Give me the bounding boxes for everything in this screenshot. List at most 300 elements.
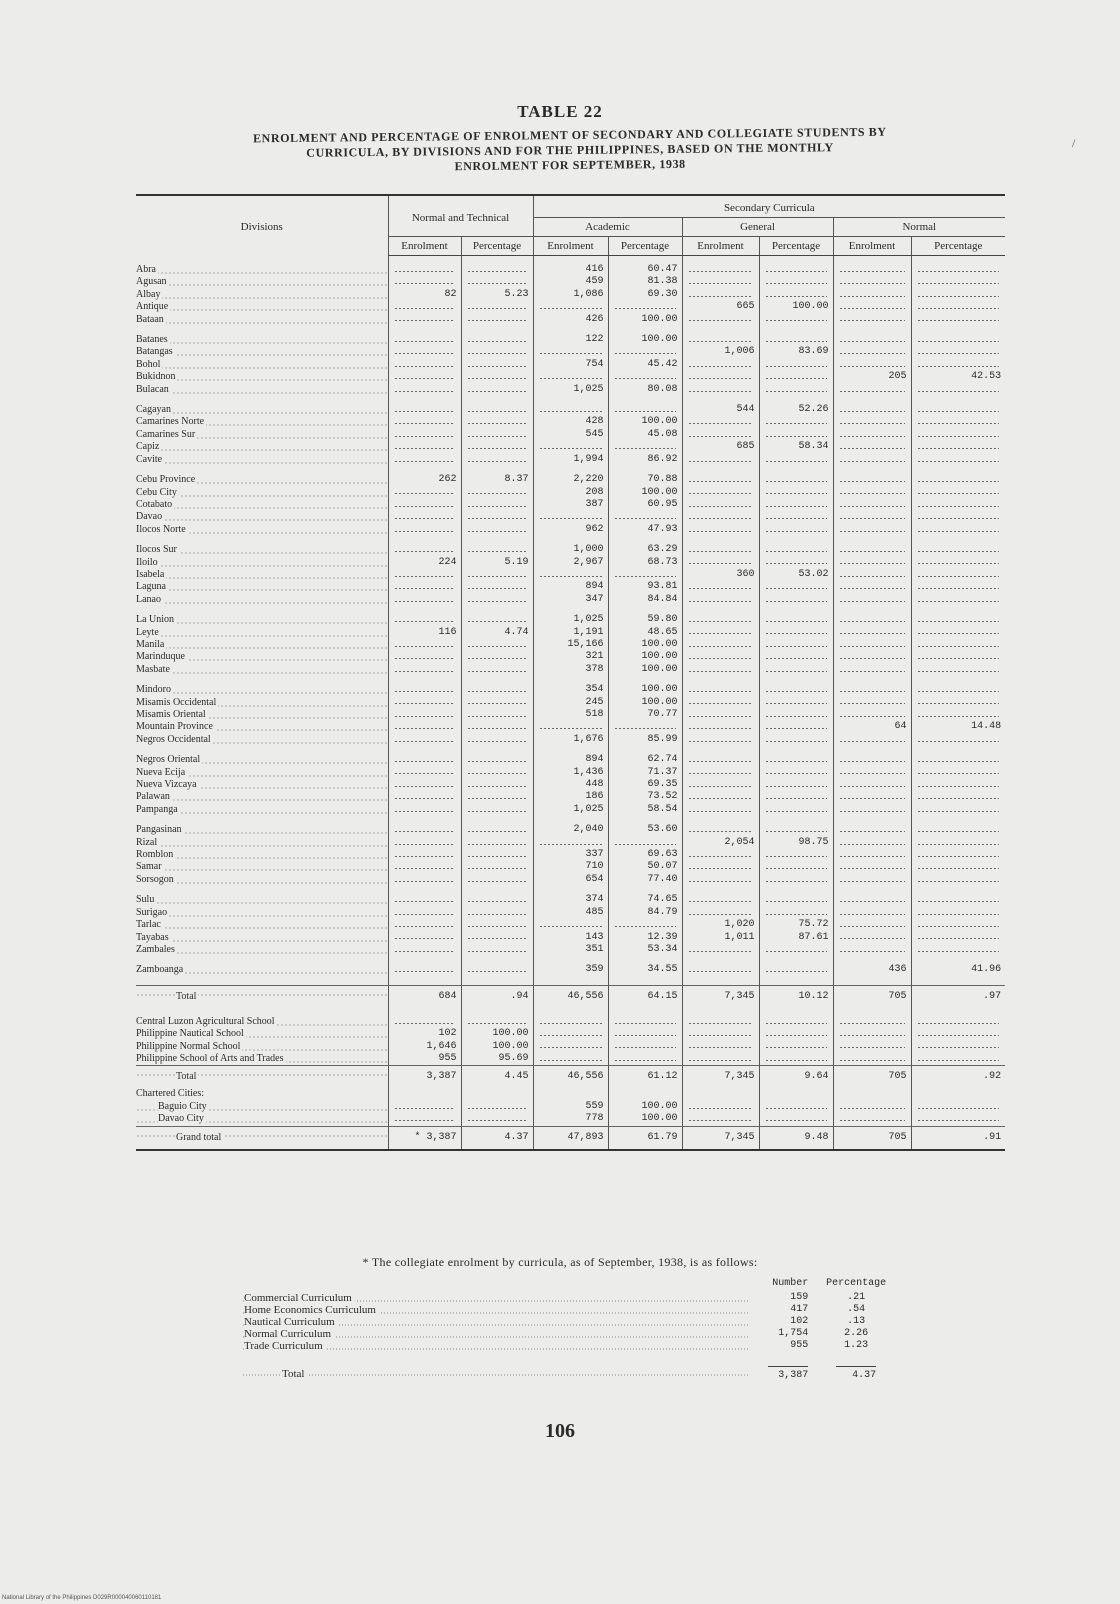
division-label: Masbate (136, 663, 170, 675)
table-row (136, 874, 1005, 886)
division-name (136, 964, 388, 976)
spacer-row (136, 816, 1005, 824)
empty-cell (388, 964, 461, 976)
enrolment-cell: 82 (388, 289, 461, 301)
table-row (136, 404, 1005, 416)
empty-cell (682, 907, 759, 919)
division-label: Camarines Sur (136, 428, 196, 440)
percentage-cell: 45.42 (608, 359, 682, 371)
enrolment-cell: 685 (682, 441, 759, 453)
empty-cell (759, 581, 833, 593)
empty-cell (682, 721, 759, 733)
table-row (136, 301, 1005, 313)
curriculum-number: 1,754 (778, 1328, 809, 1339)
enrolment-cell: 894 (533, 581, 608, 593)
division-name (136, 1113, 388, 1126)
empty-cell (388, 824, 461, 836)
division-label: Nueva Ecija (136, 766, 186, 778)
empty-cell (682, 359, 759, 371)
enrolment-cell: 485 (533, 907, 608, 919)
division-name (136, 557, 388, 569)
empty-cell (608, 511, 682, 523)
division-label: Sulu (136, 894, 155, 906)
curriculum-number: 955 (790, 1340, 809, 1351)
table-header (136, 195, 1005, 256)
empty-cell (759, 664, 833, 676)
division-label: Isabela (136, 568, 165, 580)
division-label: Batangas (136, 346, 173, 358)
division-label: Samar (136, 861, 162, 873)
table-row (136, 1101, 1005, 1113)
division-name (136, 767, 388, 779)
empty-cell (911, 581, 1005, 593)
division-label: Ilocos Norte (136, 523, 186, 535)
enrolment-cell: 426 (533, 314, 608, 326)
curriculum-label: Commercial Curriculum (244, 1292, 356, 1304)
enrolment-cell: 448 (533, 779, 608, 791)
table-row (136, 684, 1005, 696)
table-row (136, 964, 1005, 976)
empty-cell (388, 454, 461, 466)
normal-technical-header: Normal and Technical (388, 195, 533, 237)
table-row (136, 791, 1005, 803)
empty-cell (461, 1113, 533, 1126)
curriculum-number: 159 (790, 1292, 809, 1303)
empty-cell (759, 416, 833, 428)
empty-cell (388, 416, 461, 428)
empty-cell (461, 404, 533, 416)
enrolment-cell: 559 (533, 1101, 608, 1113)
division-name (136, 416, 388, 428)
division-name (136, 944, 388, 956)
empty-cell (759, 276, 833, 288)
empty-cell (911, 767, 1005, 779)
percentage-cell: 9.64 (759, 1066, 833, 1089)
empty-cell (759, 371, 833, 383)
empty-cell (759, 651, 833, 663)
empty-cell (682, 824, 759, 836)
empty-cell (759, 894, 833, 906)
enrolment-cell: 955 (388, 1053, 461, 1066)
division-name (136, 569, 388, 581)
empty-cell (682, 264, 759, 276)
empty-cell (833, 1028, 911, 1040)
table-row (136, 837, 1005, 849)
percentage-cell: 10.12 (759, 985, 833, 1008)
division-label: Cebu City (136, 486, 177, 498)
enrolment-cell: 1,025 (533, 614, 608, 626)
division-label: Tayabas (136, 931, 169, 943)
curriculum-percentage: .13 (847, 1316, 866, 1327)
empty-cell (911, 1101, 1005, 1113)
empty-cell (759, 1041, 833, 1053)
enrolment-cell: 754 (533, 359, 608, 371)
enrolment-cell: 1,676 (533, 734, 608, 746)
empty-cell (759, 289, 833, 301)
empty-cell (461, 791, 533, 803)
empty-cell (388, 1016, 461, 1028)
empty-cell (682, 874, 759, 886)
percentage-cell: 84.84 (608, 594, 682, 606)
footnote-header-row (242, 1278, 902, 1292)
percentage-cell: 41.96 (911, 964, 1005, 976)
empty-cell (911, 569, 1005, 581)
subtitle-line: ENROLMENT FOR SEPTEMBER, 1938 (454, 156, 686, 174)
general-header: General (682, 218, 833, 237)
empty-cell (461, 569, 533, 581)
percentage-cell: 58.34 (759, 441, 833, 453)
spacer-row (136, 886, 1005, 894)
division-name (136, 791, 388, 803)
empty-cell (461, 614, 533, 626)
percentage-cell: 100.00 (461, 1041, 533, 1053)
table-row (136, 734, 1005, 746)
empty-cell (682, 849, 759, 861)
empty-cell (388, 919, 461, 931)
footnote-total-row (242, 1352, 902, 1382)
empty-cell (461, 849, 533, 861)
enrolment-cell: 1,994 (533, 454, 608, 466)
enrolment-cell: 387 (533, 499, 608, 511)
enrolment-cell: 321 (533, 651, 608, 663)
empty-cell (682, 474, 759, 486)
percentage-cell: .91 (911, 1126, 1005, 1150)
percentage-cell: 63.29 (608, 544, 682, 556)
percentage-cell: 80.08 (608, 384, 682, 396)
division-name (136, 334, 388, 346)
percentage-cell: 69.35 (608, 779, 682, 791)
division-label: Philippine School of Arts and Trades (136, 1052, 284, 1064)
enrolment-cell: 359 (533, 964, 608, 976)
empty-cell (911, 779, 1005, 791)
table-row (136, 779, 1005, 791)
empty-cell (833, 544, 911, 556)
spacer-row (136, 256, 1005, 265)
table-row (136, 1066, 1005, 1089)
table-row (136, 697, 1005, 709)
empty-cell (608, 837, 682, 849)
percentage-cell: 100.00 (608, 651, 682, 663)
empty-cell (682, 581, 759, 593)
empty-cell (533, 569, 608, 581)
division-name (136, 384, 388, 396)
division-name (136, 454, 388, 466)
table-row (136, 334, 1005, 346)
division-label: Palawan (136, 791, 170, 803)
division-name (136, 837, 388, 849)
percentage-cell: 100.00 (608, 1101, 682, 1113)
curriculum-percentage: .21 (847, 1292, 866, 1303)
empty-cell (388, 301, 461, 313)
division-label: Cavite (136, 453, 163, 465)
empty-cell (682, 511, 759, 523)
subtitle-line: CURRICULA, BY DIVISIONS AND FOR THE PHILIPPINES, BASED ON THE MONTHLY (306, 140, 834, 160)
empty-cell (388, 861, 461, 873)
empty-cell (388, 684, 461, 696)
empty-cell (911, 474, 1005, 486)
empty-cell (461, 359, 533, 371)
empty-cell (461, 454, 533, 466)
percentage-cell: 100.00 (608, 1113, 682, 1126)
table-row (136, 454, 1005, 466)
empty-cell (682, 651, 759, 663)
percentage-cell: 53.60 (608, 824, 682, 836)
spacer-row (136, 536, 1005, 544)
empty-cell (388, 734, 461, 746)
spacer-row (136, 676, 1005, 684)
division-label: Cotabato (136, 498, 173, 510)
empty-cell (461, 874, 533, 886)
empty-cell (682, 614, 759, 626)
percentage-cell: 50.07 (608, 861, 682, 873)
empty-cell (833, 416, 911, 428)
empty-cell (759, 359, 833, 371)
empty-cell (682, 1101, 759, 1113)
enrolment-cell: 1,191 (533, 627, 608, 639)
empty-cell (533, 371, 608, 383)
division-label: Philippine Normal School (136, 1040, 241, 1052)
table-row (136, 985, 1005, 1008)
table-row (136, 1028, 1005, 1040)
division-name (136, 849, 388, 861)
spacer-row (136, 396, 1005, 404)
curriculum-name (242, 1340, 750, 1352)
division-name (136, 264, 388, 276)
empty-cell (833, 894, 911, 906)
division-label: Capiz (136, 441, 160, 453)
percentage-cell: 87.61 (759, 932, 833, 944)
percentage-cell: 60.95 (608, 499, 682, 511)
division-label: Romblon (136, 849, 174, 861)
empty-cell (833, 861, 911, 873)
empty-cell (608, 1028, 682, 1040)
percentage-cell: 34.55 (608, 964, 682, 976)
empty-cell (833, 614, 911, 626)
empty-cell (911, 894, 1005, 906)
division-label: Mindoro (136, 684, 171, 696)
empty-cell (759, 429, 833, 441)
empty-cell (911, 301, 1005, 313)
percentage-cell: 95.69 (461, 1053, 533, 1066)
division-name (136, 441, 388, 453)
curriculum-number: 102 (790, 1316, 809, 1327)
empty-cell (759, 767, 833, 779)
empty-cell (608, 346, 682, 358)
empty-cell (461, 767, 533, 779)
percentage-cell: 85.99 (608, 734, 682, 746)
table-row (136, 264, 1005, 276)
empty-cell (388, 441, 461, 453)
percentage-cell: 5.23 (461, 289, 533, 301)
enrolment-cell: 654 (533, 874, 608, 886)
empty-cell (759, 824, 833, 836)
empty-cell (911, 359, 1005, 371)
empty-cell (388, 651, 461, 663)
empty-cell (461, 639, 533, 651)
empty-cell (461, 441, 533, 453)
percentage-cell: 100.00 (461, 1028, 533, 1040)
empty-cell (833, 454, 911, 466)
division-name (136, 697, 388, 709)
academic-header: Academic (533, 218, 682, 237)
table-row (136, 524, 1005, 536)
division-name (136, 301, 388, 313)
division-name (136, 487, 388, 499)
enrolment-cell: 7,345 (682, 1066, 759, 1089)
enrolment-cell: 705 (833, 1126, 911, 1150)
empty-cell (388, 754, 461, 766)
percentage-cell: 69.63 (608, 849, 682, 861)
empty-cell (911, 697, 1005, 709)
empty-cell (833, 334, 911, 346)
empty-cell (759, 697, 833, 709)
empty-cell (911, 384, 1005, 396)
division-name (136, 1126, 388, 1150)
division-name (136, 932, 388, 944)
table-row (136, 651, 1005, 663)
empty-cell (833, 499, 911, 511)
empty-cell (833, 474, 911, 486)
empty-cell (388, 791, 461, 803)
empty-cell (759, 639, 833, 651)
table-row (136, 474, 1005, 486)
division-name (136, 289, 388, 301)
empty-cell (833, 276, 911, 288)
empty-cell (833, 932, 911, 944)
percentage-cell: 70.77 (608, 709, 682, 721)
division-name (136, 1028, 388, 1040)
empty-cell (388, 314, 461, 326)
empty-cell (461, 346, 533, 358)
percentage-cell: 64.15 (608, 985, 682, 1008)
empty-cell (388, 429, 461, 441)
enrolment-cell: 102 (388, 1028, 461, 1040)
empty-cell (608, 919, 682, 931)
empty-cell (461, 721, 533, 733)
percentage-header: Percentage (826, 1278, 887, 1289)
empty-cell (461, 1016, 533, 1028)
empty-cell (608, 1053, 682, 1066)
percentage-cell: 47.93 (608, 524, 682, 536)
empty-cell (911, 837, 1005, 849)
division-name (136, 581, 388, 593)
empty-cell (833, 639, 911, 651)
enrolment-cell: 143 (533, 932, 608, 944)
table-row (136, 721, 1005, 733)
empty-cell (388, 894, 461, 906)
empty-cell (759, 804, 833, 816)
enrolment-cell: 7,345 (682, 1126, 759, 1150)
division-label: Bataan (136, 313, 164, 325)
division-name (136, 734, 388, 746)
percentage-cell: 100.00 (608, 334, 682, 346)
percentage-cell: 59.80 (608, 614, 682, 626)
empty-cell (388, 664, 461, 676)
empty-cell (461, 594, 533, 606)
empty-cell (759, 861, 833, 873)
empty-cell (833, 767, 911, 779)
empty-cell (759, 544, 833, 556)
division-label: Davao City (158, 1113, 204, 1125)
enrolment-cell: 347 (533, 594, 608, 606)
empty-cell (682, 557, 759, 569)
empty-cell (833, 944, 911, 956)
percentage-header: Percentage (608, 237, 682, 256)
empty-cell (911, 594, 1005, 606)
division-name (136, 861, 388, 873)
enrolment-cell: 1,011 (682, 932, 759, 944)
empty-cell (388, 1113, 461, 1126)
empty-cell (533, 511, 608, 523)
empty-cell (682, 861, 759, 873)
empty-cell (461, 804, 533, 816)
empty-cell (388, 874, 461, 886)
division-name (136, 544, 388, 556)
curriculum-percentage: .54 (847, 1304, 866, 1315)
empty-cell (682, 289, 759, 301)
percentage-cell: 48.65 (608, 627, 682, 639)
empty-cell (833, 314, 911, 326)
percentage-cell: 84.79 (608, 907, 682, 919)
percentage-cell: 100.00 (608, 684, 682, 696)
empty-cell (911, 429, 1005, 441)
empty-cell (461, 861, 533, 873)
enrolment-cell: 205 (833, 371, 911, 383)
enrolment-header: Enrolment (833, 237, 911, 256)
empty-cell (388, 709, 461, 721)
enrolment-cell: 1,025 (533, 384, 608, 396)
percentage-cell: 86.92 (608, 454, 682, 466)
empty-cell (911, 557, 1005, 569)
enrolment-cell: 7,345 (682, 985, 759, 1008)
division-name (136, 684, 388, 696)
table-row (136, 359, 1005, 371)
empty-cell (533, 1028, 608, 1040)
division-label: Surigao (136, 906, 168, 918)
empty-cell (682, 499, 759, 511)
empty-cell (461, 697, 533, 709)
empty-cell (461, 932, 533, 944)
empty-cell (461, 919, 533, 931)
empty-cell (461, 276, 533, 288)
percentage-cell: .94 (461, 985, 533, 1008)
division-name (136, 894, 388, 906)
division-name (136, 359, 388, 371)
empty-cell (911, 849, 1005, 861)
division-name (136, 985, 388, 1008)
enrolment-cell: 544 (682, 404, 759, 416)
divisions-header: Divisions (240, 221, 283, 234)
table-row (136, 1126, 1005, 1150)
empty-cell (608, 569, 682, 581)
empty-cell (911, 289, 1005, 301)
empty-cell (911, 874, 1005, 886)
empty-cell (833, 1053, 911, 1066)
empty-cell (911, 346, 1005, 358)
empty-cell (461, 1101, 533, 1113)
percentage-cell: 100.00 (608, 664, 682, 676)
empty-cell (833, 907, 911, 919)
empty-cell (911, 1113, 1005, 1126)
empty-cell (759, 524, 833, 536)
percentage-cell: 53.02 (759, 569, 833, 581)
library-credit: National Library of the Philippines D029R000040060110181 (2, 1595, 162, 1601)
division-label: Total (176, 990, 197, 1002)
empty-cell (833, 404, 911, 416)
empty-cell (461, 416, 533, 428)
empty-cell (682, 1113, 759, 1126)
percentage-cell: .92 (911, 1066, 1005, 1089)
